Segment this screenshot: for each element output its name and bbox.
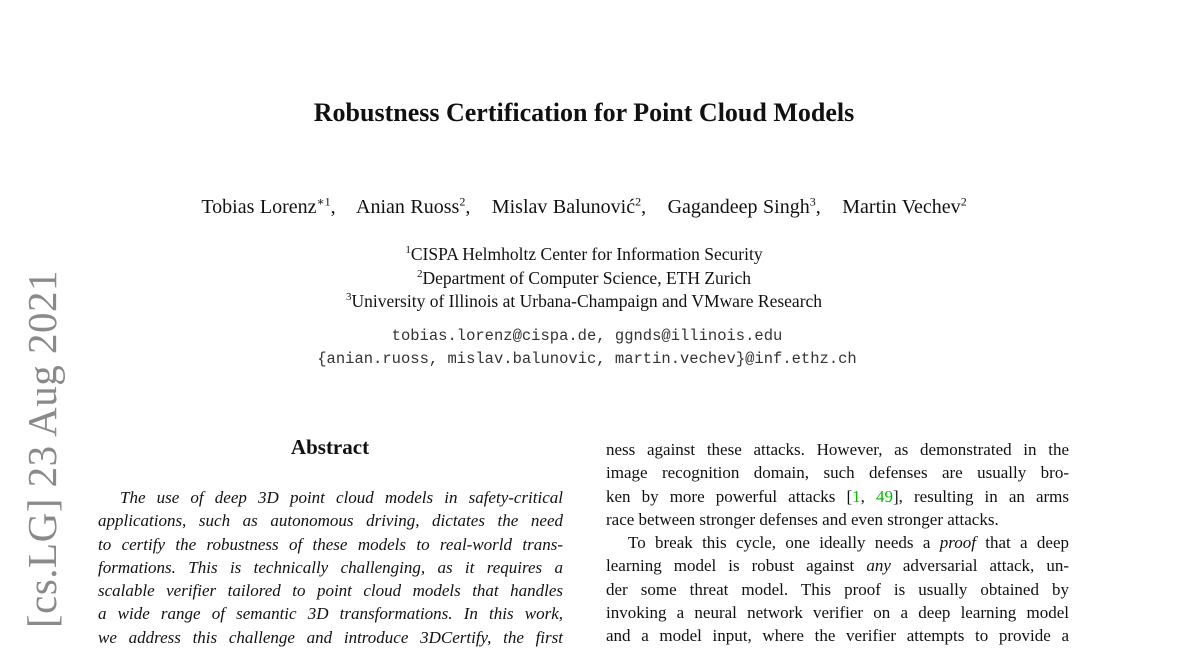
abstract-line: scalable verifier tailored to point cloud models that handles bbox=[98, 581, 563, 601]
abstract-line: a wide range of semantic 3D transformations. In this work, bbox=[98, 604, 563, 624]
author-list bbox=[0, 196, 1168, 219]
citation-link[interactable]: 1 bbox=[852, 486, 861, 506]
affiliation: $^3$University of Illinois at Urbana-Champaign and VMware Research bbox=[345, 291, 823, 311]
body-line: invoking a neural network verifier on a deep learning model bbox=[606, 603, 1069, 623]
paper-title: Robustness Certification for Point Cloud Models bbox=[313, 98, 855, 127]
arxiv-identifier-stamp: [cs.LG] 23 Aug 2021 bbox=[19, 270, 65, 628]
abstract-line: applications, such as autonomous driving, dictates the need bbox=[98, 511, 563, 531]
abstract-line: to certify the robustness of these models to real-world trans- bbox=[98, 534, 563, 554]
abstract-line: The use of deep 3D point cloud models in safety-critical bbox=[120, 488, 563, 507]
body-line: and a model input, where the verifier attempts to provide a bbox=[606, 626, 1069, 646]
body-line: ness against these attacks. However, as demonstrated in the bbox=[606, 440, 1069, 459]
author: Martin Vechev$^2$ bbox=[842, 194, 967, 218]
author: Gagandeep Singh$^3$, bbox=[667, 194, 821, 218]
author: Anian Ruoss$^2$, bbox=[356, 194, 471, 218]
affiliation: $^2$Department of Computer Science, ETH Zurich bbox=[416, 268, 751, 288]
abstract-line: we address this challenge and introduce 3DCertify, the first bbox=[98, 627, 563, 647]
body-line: ken by more powerful attacks [1, 49], resulting in an arms bbox=[606, 486, 1070, 506]
body-line: image recognition domain, such defenses are usually bro- bbox=[606, 463, 1069, 483]
author: Mislav Balunović$^2$, bbox=[491, 194, 647, 218]
author-emails: tobias.lorenz@cispa.de, ggnds@illinois.edu bbox=[391, 327, 783, 345]
abstract-line: formations. This is technically challenging, as it requires a bbox=[98, 557, 563, 577]
citation-link[interactable]: 49 bbox=[875, 486, 893, 506]
author-emails: {anian.ruoss, mislav.balunovic, martin.vechev}@inf.ethz.ch bbox=[317, 350, 857, 368]
body-line: learning model is robust against any adversarial attack, un- bbox=[606, 556, 1069, 576]
body-line: race between stronger defenses and even stronger attacks. bbox=[606, 509, 999, 529]
affiliation: $^1$CISPA Helmholtz Center for Information Security bbox=[405, 244, 763, 264]
body-line: der some threat model. This proof is usually obtained by bbox=[606, 579, 1069, 599]
abstract-body bbox=[98, 486, 563, 649]
introduction-body bbox=[606, 438, 1069, 648]
abstract-heading: Abstract bbox=[290, 435, 370, 459]
body-line: To break this cycle, one ideally needs a proof that a deep bbox=[628, 533, 1069, 553]
author: Tobias Lorenz$^{∗1}$, bbox=[201, 194, 336, 218]
